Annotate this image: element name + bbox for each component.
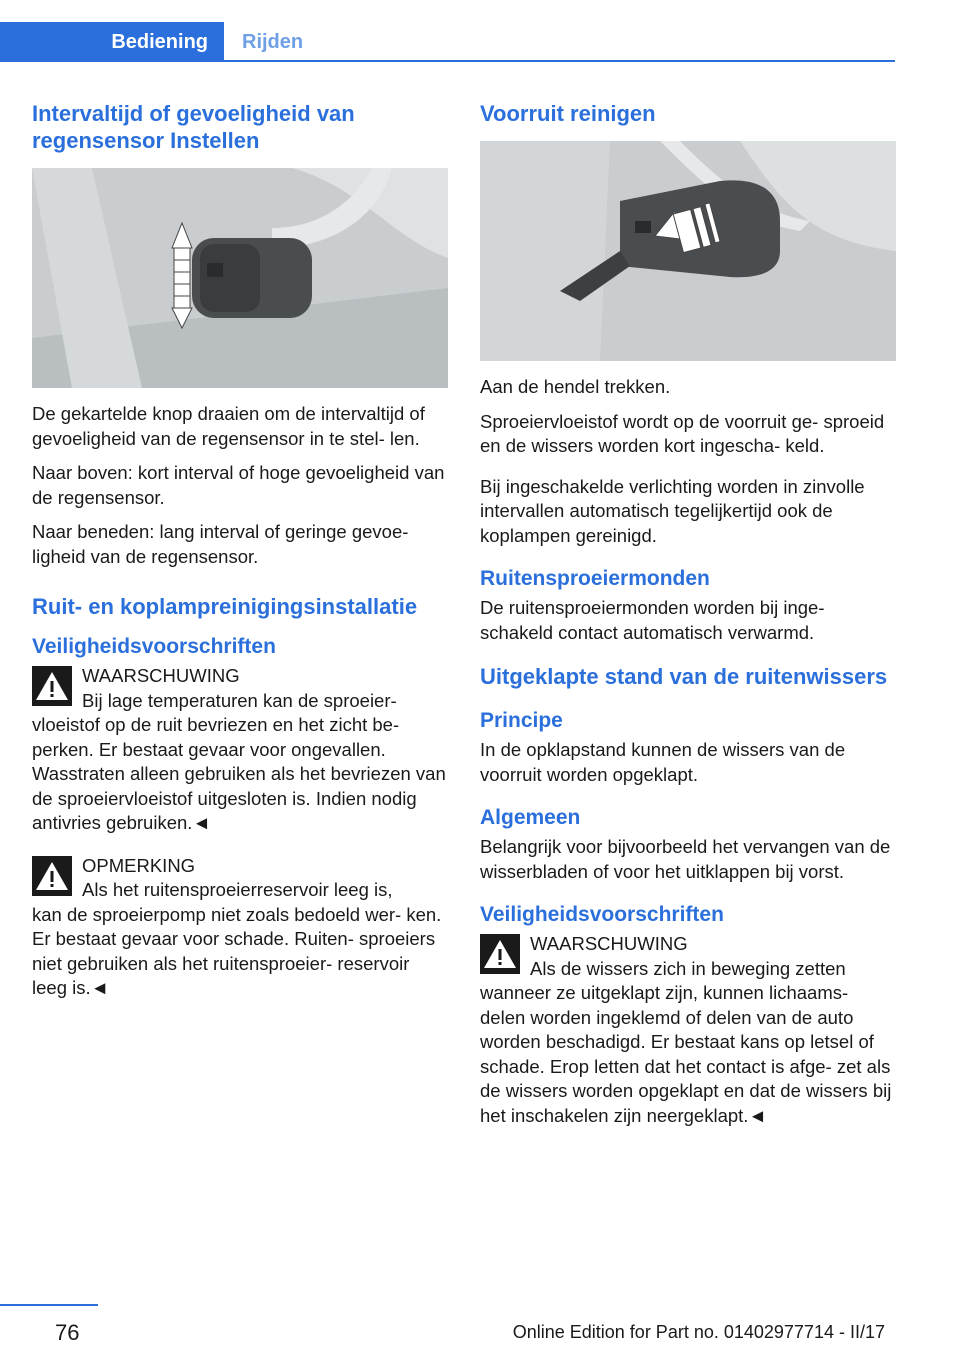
paragraph-upward: Naar boven: kort interval of hoge gevoeligheid van de regensensor.	[32, 462, 445, 508]
paragraph-spray: Sproeiervloeistof wordt op de voorruit ge- sproeid en de wissers worden kort ingescha- keld.	[480, 410, 885, 456]
chapter-tabs	[0, 22, 895, 62]
paragraph-general: Belangrijk voor bijvoorbeeld het vervangen van de wisserbladen of voor het uitklappen bij vorst.	[480, 836, 891, 882]
figure-wiper-knob	[32, 168, 448, 388]
section-heading-foldout: Uitgeklapte stand van de ruitenwissers	[480, 664, 888, 689]
warning-text-first-line: Bij lage temperaturen kan de sproeier-	[82, 689, 397, 711]
warning-triangle-icon	[480, 934, 520, 974]
paragraph-headlights: Bij ingeschakelde verlichting worden in zinvolle intervallen automatisch tegelijkertijd ook de koplampen gereinigd.	[480, 475, 865, 546]
tab-underline	[0, 60, 895, 62]
warning-label: WAARSCHUWING	[530, 933, 688, 954]
paragraph-principle: In de opklapstand kunnen de wissers van de voorruit worden opgeklapt.	[480, 739, 846, 785]
warning-text-rest: vloeistof op de ruit bevriezen en het zicht be- perken. Er bestaat gevaar voor ongevallen. Wasstraten alleen gebruiken als het bevriezen van de sproeiervloeistof uitgesloten is. Indien nodig antivries gebruiken.◄	[32, 714, 446, 833]
section-heading-washer-system: Ruit- en koplampreinigingsinstallatie	[32, 594, 418, 619]
paragraph-nozzles: De ruitensproeiermonden worden bij inge- schakeld contact automatisch verwarmd.	[480, 597, 825, 643]
paragraph-downward: Naar beneden: lang interval of geringe gevoe- ligheid van de regensensor.	[32, 521, 409, 567]
page-number: 76	[55, 1320, 80, 1345]
notice-text-rest: kan de sproeierpomp niet zoals bedoeld wer- ken. Er bestaat gevaar voor schade. Ruiten- sproeiers niet gebruiken als het ruitensproeier- reservoir leeg is.◄	[32, 903, 442, 998]
section-heading-interval: Intervaltijd of gevoeligheid van regensensor Instellen	[32, 101, 355, 153]
subheading-safety-right: Veiligheidsvoorschriften	[480, 903, 724, 926]
right-column	[480, 100, 896, 1138]
tab-rijden[interactable]: Rijden	[242, 31, 304, 53]
subheading-general: Algemeen	[480, 806, 581, 829]
subheading-nozzles: Ruitensproeiermonden	[480, 567, 710, 590]
notice-block-reservoir	[32, 854, 448, 1001]
page-number-rule	[0, 1304, 98, 1306]
paragraph-knob-instruction: De gekartelde knop draaien om de intervaltijd of gevoeligheid van de regensensor in te stel- len.	[32, 403, 425, 449]
left-column	[32, 100, 448, 1011]
warning-block-foldout	[480, 932, 896, 1128]
paragraph-pull-lever: Aan de hendel trekken.	[480, 376, 671, 397]
edition-note: Online Edition for Part no. 01402977714 - II/17	[512, 1322, 885, 1342]
warning-text-first-line: Als de wissers zich in beweging zetten	[530, 957, 846, 979]
warning-label: WAARSCHUWING	[82, 665, 240, 686]
subheading-principle: Principe	[480, 709, 563, 732]
notice-label: OPMERKING	[82, 854, 196, 876]
warning-triangle-icon	[32, 856, 72, 896]
notice-text-first-line: Als het ruitensproeierreservoir leeg is,	[82, 879, 393, 900]
tab-bediening[interactable]: Bediening	[0, 22, 224, 62]
warning-block-freeze	[32, 664, 448, 836]
figure-wiper-lever	[480, 141, 896, 361]
warning-triangle-icon	[32, 666, 72, 706]
subheading-safety: Veiligheidsvoorschriften	[32, 635, 276, 658]
warning-text-rest: wanneer ze uitgeklapt zijn, kunnen lichaams- delen worden ingeklemd of delen van de auto worden beschadigd. Er bestaat kans op letsel of schade. Erop letten dat het contact is afge- zet als de wissers worden opgeklapt en dat de wissers bij het inschakelen zijn neergeklapt.◄	[480, 982, 892, 1126]
section-heading-clean-windscreen: Voorruit reinigen	[480, 101, 656, 126]
